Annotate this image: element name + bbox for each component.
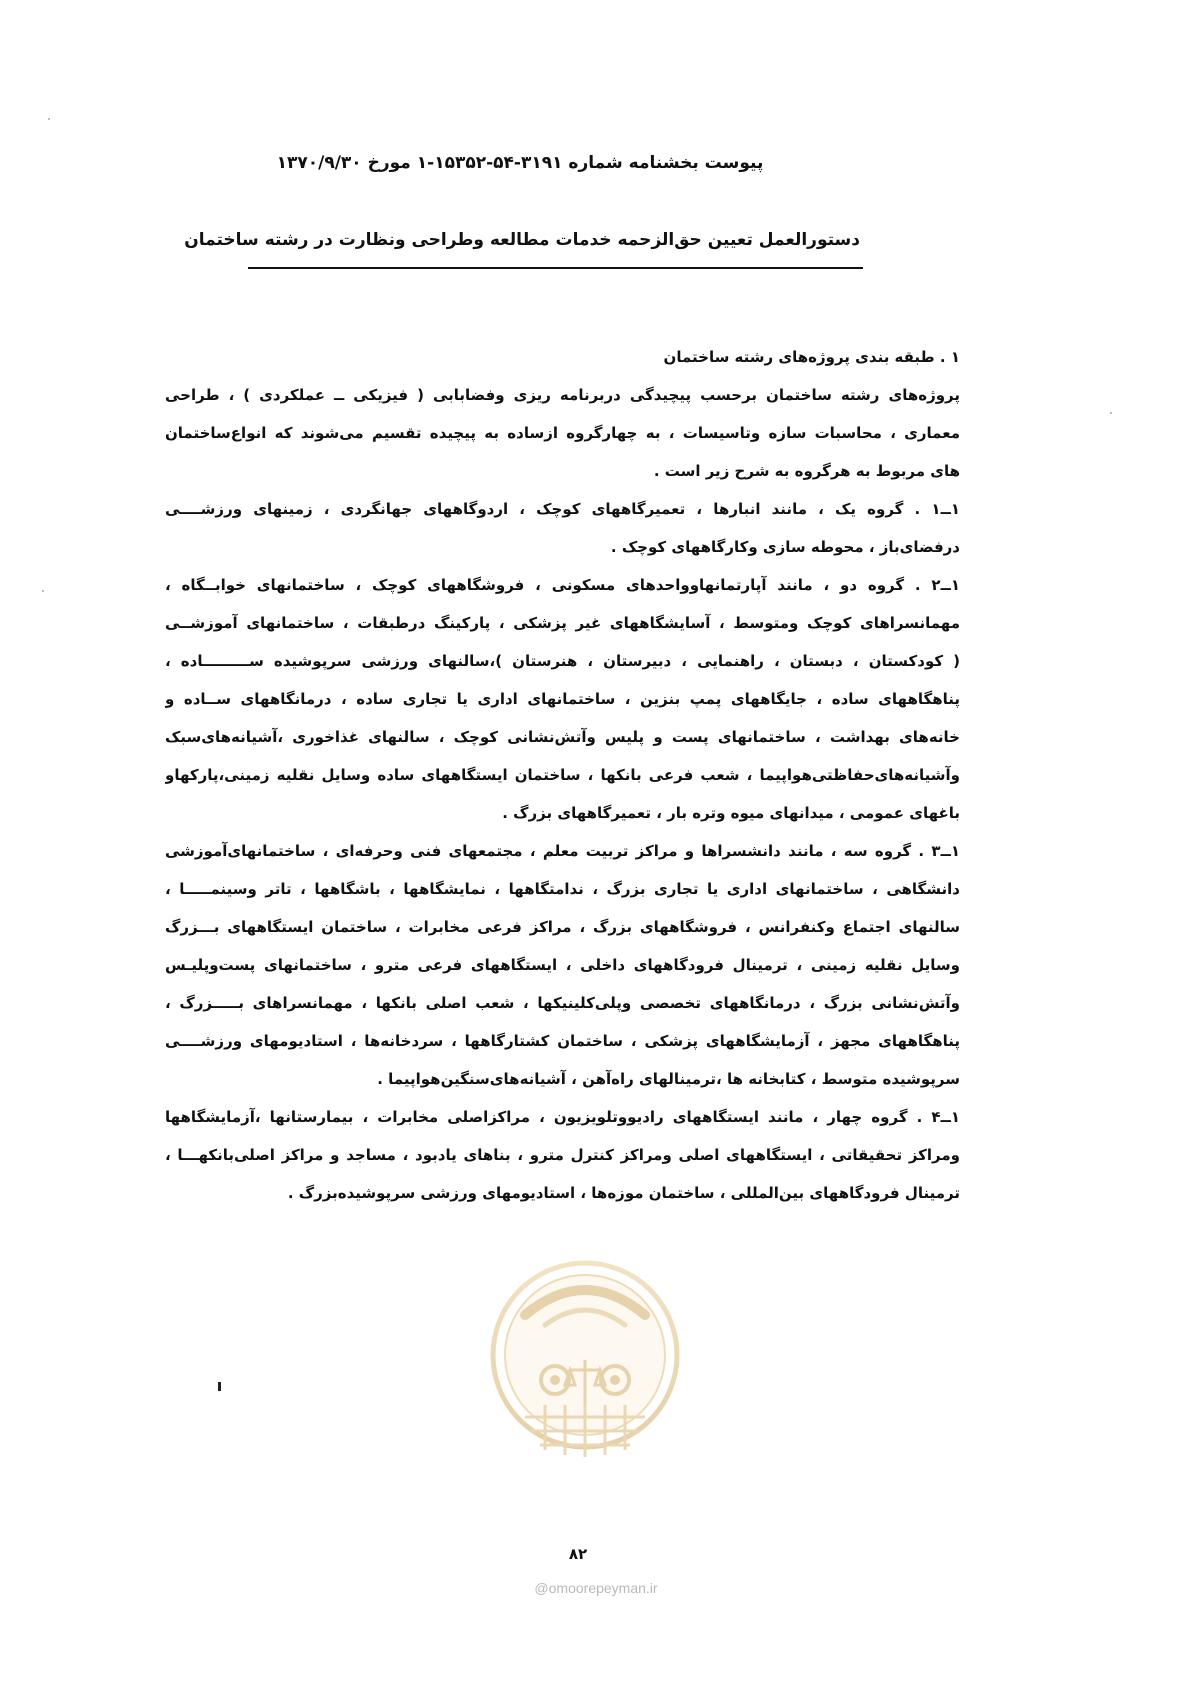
paragraph-line: سرپوشیده متوسط ، کتابخانه ها ،ترمینالهای راه‌آهن ، آشیانه‌های‌سنگین‌هواپیما . xyxy=(377,1070,960,1088)
seal-watermark-logo xyxy=(485,1245,685,1485)
paragraph-line: پناهگاههای ساده ، جایگاههای پمپ بنزین ، ساختمانهای اداری یا تجاری ساده ، درمانگاههای ســاده و xyxy=(165,690,960,708)
paragraph-line: ۱ــ۳ . گروه سه ، مانند دانشسراها و مراکز تربیت معلم ، مجتمعهای فنی وحرفه‌ای ، ساختمانهای‌آموزشی xyxy=(165,842,960,860)
paragraph-line: مهمانسراهای کوچک ومتوسط ، آسایشگاههای غیر پزشکی ، پارکینگ درطبقات ، ساختمانهای آموزشــی xyxy=(165,614,960,632)
paragraph-line: ترمینال فرودگاههای بین‌المللی ، ساختمان موزه‌ها ، استادیومهای ورزشی سرپوشیده‌بزرگ . xyxy=(287,1184,960,1202)
paragraph-line: ۱ــ۱ . گروه یک ، مانند انبارها ، تعمیرگاههای کوچک ، اردوگاههای جهانگردی ، زمینهای ورزشــــی xyxy=(165,500,960,518)
paragraph-line: معماری ، محاسبات سازه وتاسیسات ، به چهارگروه ازساده به پیچیده تقسیم می‌شوند که انواع‌ساختمان xyxy=(165,424,960,442)
page-number: ۸۲ xyxy=(568,1545,588,1563)
scan-speck xyxy=(1110,412,1112,414)
paragraph-line: درفضای‌باز ، محوطه سازی وکارگاههای کوچک . xyxy=(610,538,960,556)
paragraph-line: وآشیانه‌های‌حفاظتی‌هواپیما ، شعب فرعی بانکها ، ساختمان ایستگاههای ساده وسایل نقلیه زمینی،پارکهاو xyxy=(165,766,960,784)
document-body xyxy=(165,338,960,1212)
paragraph-line: سالنهای اجتماع وکنفرانس ، فروشگاههای بزرگ ، مراکز فرعی مخابرات ، ساختمان ایستگاههای بـــزرگ xyxy=(165,918,960,936)
paragraph-line: های مربوط به هرگروه به شرح زیر است . xyxy=(653,462,960,480)
website-watermark: @omoorepeyman.ir xyxy=(534,1580,658,1596)
paragraph-line: باغهای عمومی ، میدانهای میوه وتره بار ، تعمیرگاههای بزرگ . xyxy=(502,804,960,822)
paragraph-line: ( کودکستان ، دبستان ، راهنمایی ، دبیرستان ، هنرستان )،سالنهای ورزشی سرپوشیده ســـــــــاده ، xyxy=(165,652,960,670)
stray-ink-mark xyxy=(218,1382,221,1391)
scan-speck xyxy=(48,118,50,120)
paragraph-line: ومراکز تحقیقاتی ، ایستگاههای اصلی ومراکز کنترل مترو ، بناهای یادبود ، مساجد و مراکز اصلی‌بانکهـــا ، xyxy=(165,1146,960,1164)
paragraph-line: خانه‌های بهداشت ، ساختمانهای پست و پلیس وآتش‌نشانی کوچک ، سالنهای غذاخوری ،آشیانه‌های‌سبک xyxy=(165,728,960,746)
scan-speck xyxy=(42,590,44,592)
paragraph-line: وسایل نقلیه زمینی ، ترمینال فرودگاههای داخلی ، ایستگاههای فرعی مترو ، ساختمانهای پست‌وپلیـس xyxy=(165,956,960,974)
annex-header: پیوست بخشنامه شماره ۳۱۹۱-۵۴-۱۵۳۵۲-۱ مورخ ۱۳۷۰/۹/۳۰ xyxy=(276,153,764,173)
section-heading: ۱ . طبقه بندی پروژه‌های رشته ساختمان xyxy=(663,348,960,366)
paragraph-line: ۱ــ۴ . گروه چهار ، مانند ایستگاههای رادیووتلویزیون ، مراکزاصلی مخابرات ، بیمارستانها ،آزمایشگاهها xyxy=(165,1108,960,1126)
title-underline xyxy=(248,267,863,269)
document-title: دستورالعمل تعیین حق‌الزحمه خدمات مطالعه وطراحی ونظارت در رشته ساختمان xyxy=(184,230,860,250)
paragraph-line: دانشگاهی ، ساختمانهای اداری یا تجاری بزرگ ، ندامتگاهها ، نمایشگاهها ، باشگاهها ، تاتر وسینمـــــا ، xyxy=(165,880,960,898)
paragraph-line: ۱ــ۲ . گروه دو ، مانند آپارتمانهاوواحدهای مسکونی ، فروشگاههای کوچک ، ساختمانهای خوابــگاه ، xyxy=(165,576,960,594)
paragraph-line: وآتش‌نشانی بزرگ ، درمانگاههای تخصصی وپلی‌کلینیکها ، شعب اصلی بانکها ، مهمانسراهای بـــــزرگ ، xyxy=(165,994,960,1012)
paragraph-line: پناهگاههای مجهز ، آزمایشگاههای پزشکی ، ساختمان کشتارگاهها ، سردخانه‌ها ، استادیومهای ورزشــــی xyxy=(165,1032,960,1050)
paragraph-line: پروژه‌های رشته ساختمان برحسب پیچیدگی دربرنامه ریزی وفضابابی ( فیزیکی ــ عملکردی ) ، طراحی xyxy=(165,386,960,404)
